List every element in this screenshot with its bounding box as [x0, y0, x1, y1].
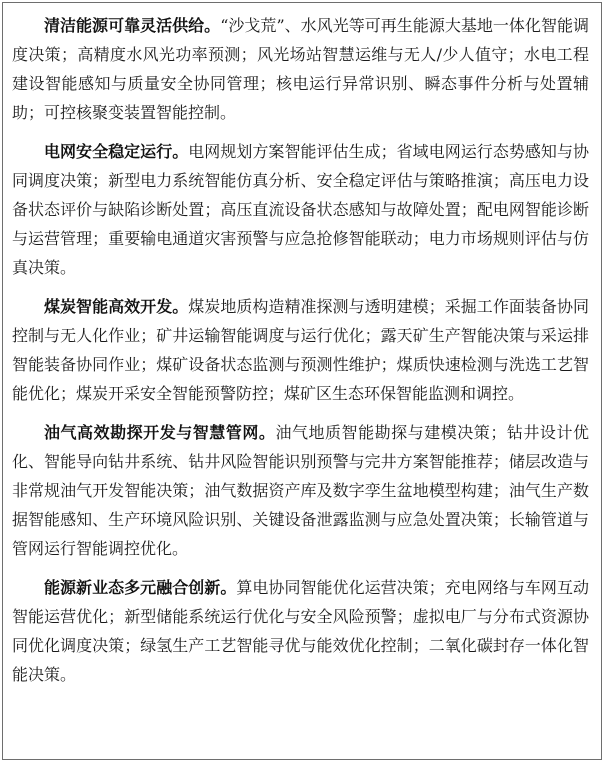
paragraph-clean-energy — [12, 11, 589, 127]
paragraph-grid-safety — [12, 137, 589, 282]
paragraph-title: 清洁能源可靠灵活供给。 — [44, 16, 221, 35]
paragraph-text: 电网规划方案智能评估生成；省域电网运行态势感知与协同调度决策；新型电力系统智能仿真分析、安全稳定评估与策略推演；高压电力设备状态评价与缺陷诊断处置；高压直流设备状态感知与故障处置；配电网智能诊断与运营管理；重要输电通道灾害预警与应急抢修智能联动；电力市场规则评估与仿真决策。 — [12, 142, 589, 277]
paragraph-text: “沙戈荒”、水风光等可再生能源大基地一体化智能调度决策；高精度水风光功率预测；风光场站智慧运维与无人/少人值守；水电工程建设智能感知与质量安全协同管理；核电运行异常识别、瞬态事件分析与处置辅助；可控核聚变装置智能控制。 — [12, 16, 589, 122]
paragraph-title: 煤炭智能高效开发。 — [44, 297, 189, 316]
document-body — [12, 11, 589, 699]
paragraph-oil-gas — [12, 418, 589, 563]
document-frame — [2, 2, 602, 760]
paragraph-title: 能源新业态多元融合创新。 — [44, 578, 237, 597]
paragraph-text: 算电协同智能优化运营决策；充电网络与车网互动智能运营优化；新型储能系统运行优化与安全风险预警；虚拟电厂与分布式资源协同优化调度决策；绿氢生产工艺智能寻优与能效优化控制；二氧化碳封存一体化智能决策。 — [12, 578, 589, 684]
paragraph-title: 电网安全稳定运行。 — [44, 142, 189, 161]
paragraph-title: 油气高效勘探开发与智慧管网。 — [44, 423, 276, 442]
paragraph-new-business — [12, 573, 589, 689]
paragraph-coal — [12, 292, 589, 408]
paragraph-text: 油气地质智能勘探与建模决策；钻井设计优化、智能导向钻井系统、钻井风险智能识别预警与完井方案智能推荐；储层改造与非常规油气开发智能决策；油气数据资产库及数字孪生盆地模型构建；油气生产数据智能感知、生产环境风险识别、关键设备泄露监测与应急处置决策；长输管道与管网运行智能调控优化。 — [12, 423, 589, 558]
paragraph-text: 煤炭地质构造精准探测与透明建模；采掘工作面装备协同控制与无人化作业；矿井运输智能调度与运行优化；露天矿生产智能决策与采运排智能装备协同作业；煤矿设备状态监测与预测性维护；煤质快速检测与洗选工艺智能优化；煤炭开采安全智能预警防控；煤矿区生态环保智能监测和调控。 — [12, 297, 589, 403]
